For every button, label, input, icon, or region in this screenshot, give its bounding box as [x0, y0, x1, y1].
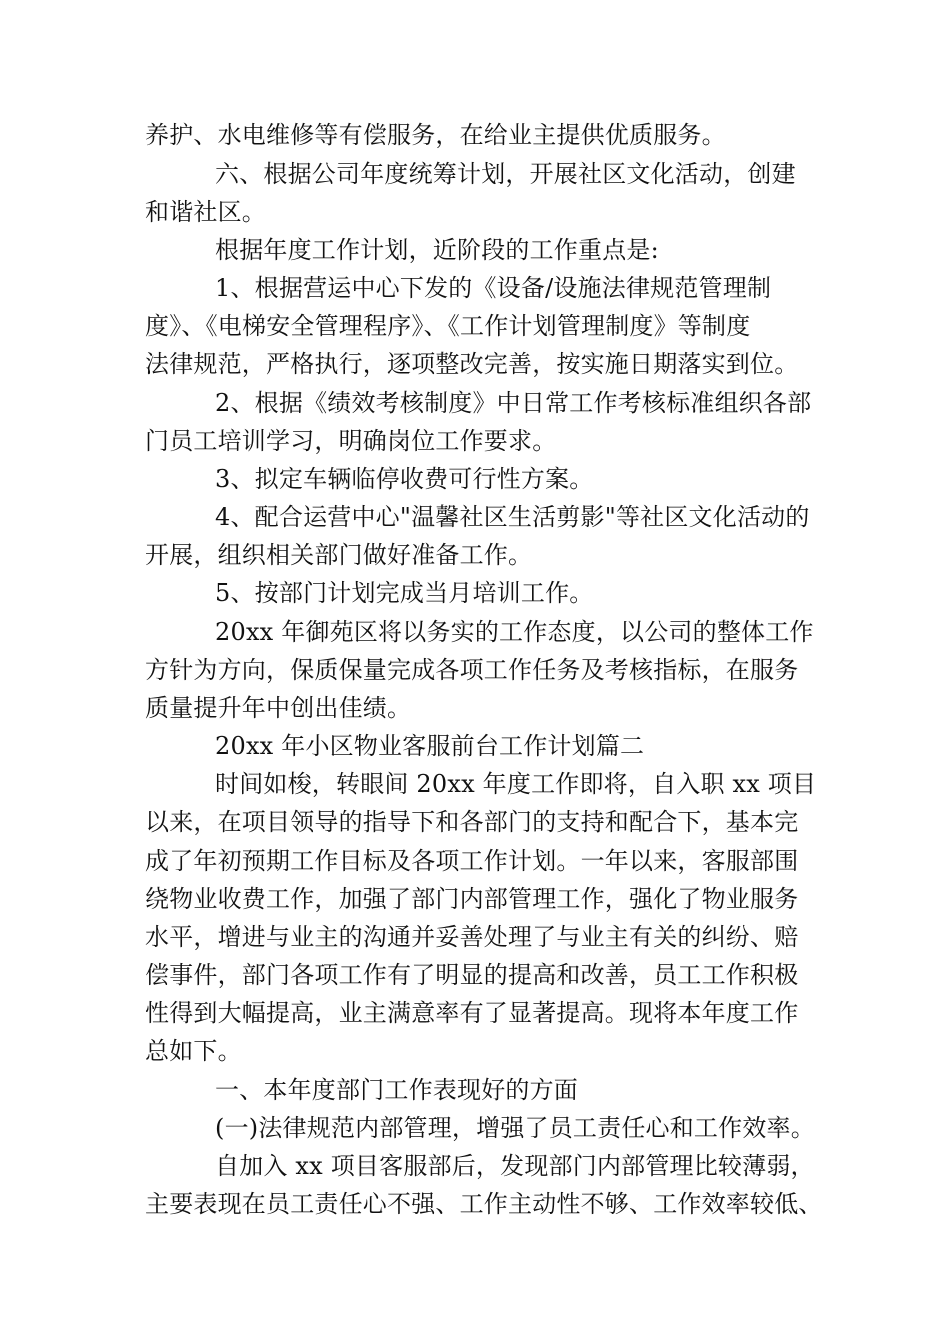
text-line: 水平，增进与业主的沟通并妥善处理了与业主有关的纠纷、赔: [145, 923, 799, 951]
text-line: 性得到大幅提高，业主满意率有了显著提高。现将本年度工作: [145, 999, 799, 1027]
text-line: 自加入 xx 项目客服部后，发现部门内部管理比较薄弱，: [215, 1152, 815, 1180]
text-line: 质量提升年中创出佳绩。: [145, 694, 412, 722]
text-line: 主要表现在员工责任心不强、工作主动性不够、工作效率较低、: [145, 1190, 823, 1218]
text-line: 4、配合运营中心"温馨社区生活剪影"等社区文化活动的: [215, 503, 810, 531]
subsection-heading: (一)法律规范内部管理，增强了员工责任心和工作效率。: [215, 1114, 815, 1142]
text-line: 养护、水电维修等有偿服务，在给业主提供优质服务。: [145, 121, 726, 149]
section-heading: 20xx 年小区物业客服前台工作计划篇二: [215, 732, 645, 760]
text-line: 20xx 年御苑区将以务实的工作态度，以公司的整体工作: [215, 618, 814, 646]
text-line: 成了年初预期工作目标及各项工作计划。一年以来，客服部围: [145, 847, 799, 875]
section-heading: 一、本年度部门工作表现好的方面: [215, 1076, 578, 1104]
text-line: 2、根据《绩效考核制度》中日常工作考核标准组织各部: [215, 389, 812, 417]
text-line: 以来，在项目领导的指导下和各部门的支持和配合下，基本完: [145, 808, 799, 836]
text-line: 根据年度工作计划，近阶段的工作重点是:: [215, 236, 659, 264]
text-line: 门员工培训学习，明确岗位工作要求。: [145, 427, 557, 455]
text-line: 1、根据营运中心下发的《设备/设施法律规范管理制: [215, 274, 772, 302]
text-line: 和谐社区。: [145, 198, 266, 226]
text-line: 偿事件，部门各项工作有了明显的提高和改善，员工工作积极: [145, 961, 799, 989]
text-line: 开展，组织相关部门做好准备工作。: [145, 541, 533, 569]
text-line: 方针为方向，保质保量完成各项工作任务及考核指标，在服务: [145, 656, 799, 684]
text-line: 度》、《电梯安全管理程序》、《工作计划管理制度》等制度: [145, 312, 751, 340]
text-line: 法律规范，严格执行，逐项整改完善，按实施日期落实到位。: [145, 350, 799, 378]
text-line: 3、拟定车辆临停收费可行性方案。: [215, 465, 594, 493]
text-line: 绕物业收费工作，加强了部门内部管理工作，强化了物业服务: [145, 885, 799, 913]
text-line: 六、根据公司年度统筹计划，开展社区文化活动，创建: [215, 160, 796, 188]
text-line: 总如下。: [145, 1037, 242, 1065]
text-line: 时间如梭，转眼间 20xx 年度工作即将，自入职 xx 项目: [215, 770, 817, 798]
text-line: 5、按部门计划完成当月培训工作。: [215, 579, 594, 607]
